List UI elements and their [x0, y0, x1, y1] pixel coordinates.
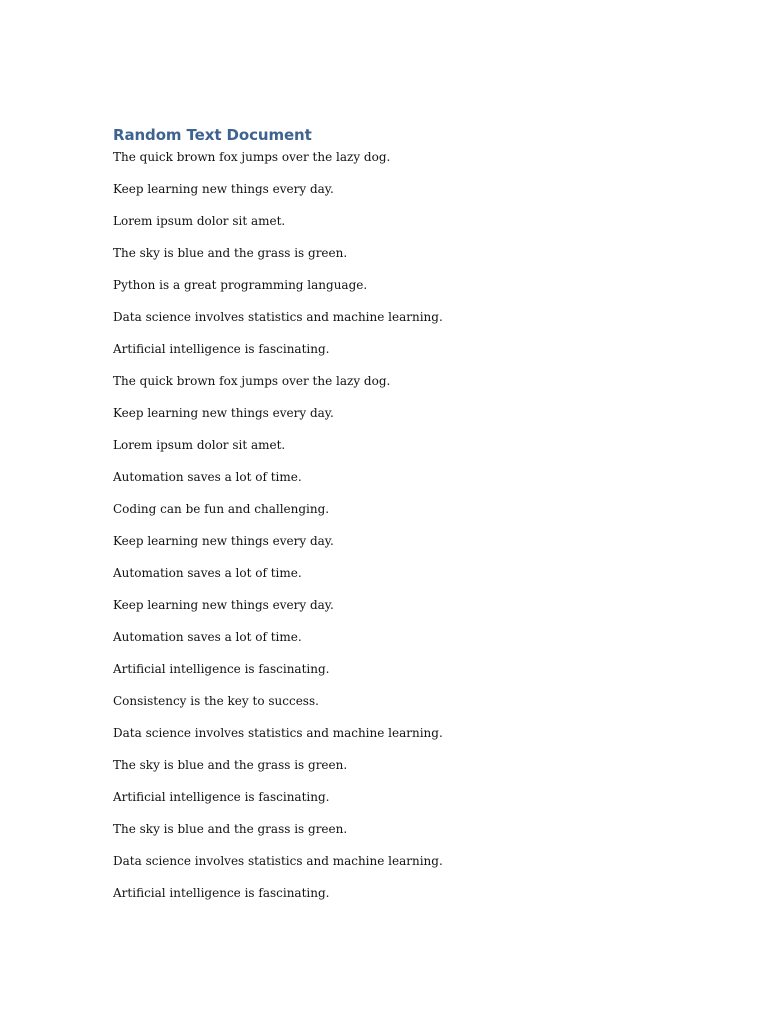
paragraph: Keep learning new things every day. [113, 598, 334, 612]
paragraph: Data science involves statistics and machine learning. [113, 726, 443, 740]
paragraph: Artificial intelligence is fascinating. [113, 342, 330, 356]
paragraph: Artificial intelligence is fascinating. [113, 886, 330, 900]
paragraph: The sky is blue and the grass is green. [113, 758, 348, 772]
paragraph: Keep learning new things every day. [113, 406, 334, 420]
paragraph: Keep learning new things every day. [113, 182, 334, 196]
paragraph: Consistency is the key to success. [113, 694, 319, 708]
paragraph-list [113, 146, 673, 904]
paragraph: Lorem ipsum dolor sit amet. [113, 214, 286, 228]
paragraph: Data science involves statistics and machine learning. [113, 310, 443, 324]
paragraph: Automation saves a lot of time. [113, 630, 302, 644]
paragraph: The quick brown fox jumps over the lazy dog. [113, 150, 391, 164]
paragraph: The sky is blue and the grass is green. [113, 246, 348, 260]
paragraph: Keep learning new things every day. [113, 534, 334, 548]
paragraph: Artificial intelligence is fascinating. [113, 790, 330, 804]
document-title: Random Text Document [113, 126, 312, 144]
paragraph: The sky is blue and the grass is green. [113, 822, 348, 836]
paragraph: Automation saves a lot of time. [113, 470, 302, 484]
paragraph: The quick brown fox jumps over the lazy dog. [113, 374, 391, 388]
document-body [113, 124, 673, 914]
paragraph: Artificial intelligence is fascinating. [113, 662, 330, 676]
paragraph: Data science involves statistics and machine learning. [113, 854, 443, 868]
paragraph: Lorem ipsum dolor sit amet. [113, 438, 286, 452]
paragraph: Automation saves a lot of time. [113, 566, 302, 580]
paragraph: Python is a great programming language. [113, 278, 368, 292]
paragraph: Coding can be fun and challenging. [113, 502, 330, 516]
